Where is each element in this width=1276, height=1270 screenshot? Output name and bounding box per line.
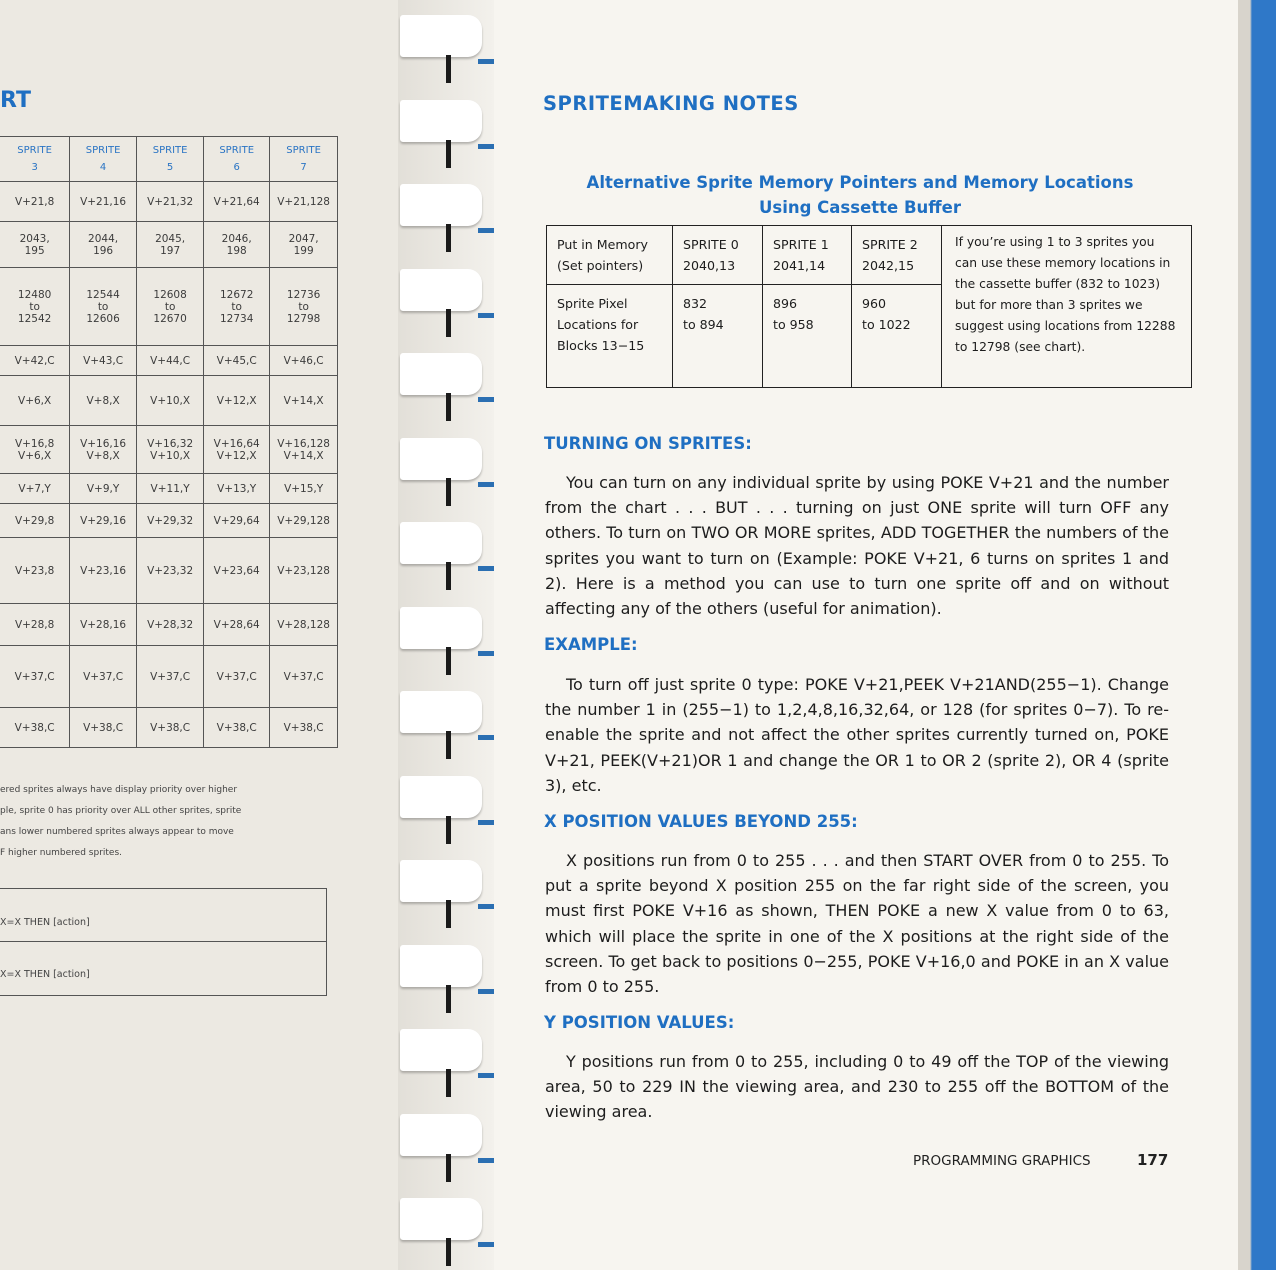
binding-coil <box>400 100 482 142</box>
binding-coil <box>400 438 482 480</box>
cell-line: SPRITE 1 <box>773 237 829 252</box>
chart-cell: V+23,8 <box>0 538 70 604</box>
chart-row <box>0 708 338 748</box>
section-body-example <box>545 672 1169 798</box>
chart-cell: 12736 to 12798 <box>270 268 338 346</box>
chart-row <box>0 474 338 504</box>
section-heading-example: EXAMPLE: <box>544 635 638 654</box>
chart-header-cell: SPRITE 7 <box>270 137 338 182</box>
chart-cell: V+9,Y <box>70 474 137 504</box>
cell-line: 2040,13 <box>683 258 736 273</box>
coil-tip <box>478 482 494 487</box>
cell-line: SPRITE 2 <box>862 237 918 252</box>
coil-bar <box>446 900 451 928</box>
left-page <box>0 0 398 1270</box>
cell-line: to 958 <box>773 317 814 332</box>
coil-tip <box>478 1158 494 1163</box>
chart-cell: V+21,32 <box>137 182 204 222</box>
chart-cell: V+28,8 <box>0 604 70 646</box>
chart-cell: V+29,128 <box>270 504 338 538</box>
coil-tip <box>478 735 494 740</box>
chart-cell: V+10,X <box>137 376 204 426</box>
coil-bar <box>446 224 451 252</box>
note-line: ple, sprite 0 has priority over ALL other sprites, sprite <box>0 806 242 816</box>
chart-cell: V+7,Y <box>0 474 70 504</box>
cell-line: Sprite Pixel <box>557 296 628 311</box>
chart-row <box>0 346 338 376</box>
chart-cell: V+46,C <box>270 346 338 376</box>
coil-bar <box>446 393 451 421</box>
cell-line: 2042,15 <box>862 258 915 273</box>
chart-cell: V+11,Y <box>137 474 204 504</box>
chart-cell: 12608 to 12670 <box>137 268 204 346</box>
coil-bar <box>446 309 451 337</box>
cell-line: 960 <box>862 296 887 311</box>
table-row <box>547 226 1192 285</box>
chart-cell: V+29,64 <box>204 504 270 538</box>
chart-cell: 12544 to 12606 <box>70 268 137 346</box>
chart-cell: V+21,128 <box>270 182 338 222</box>
cell-line: SPRITE 0 <box>683 237 739 252</box>
section-body-x-position <box>545 848 1169 999</box>
chart-cell: V+14,X <box>270 376 338 426</box>
table-note: If you’re using 1 to 3 sprites you can use these memory locations in the cassette buffer (832 to 1023) but for more than 3 sprites we suggest using locations from 12288 to 12798 (see chart). <box>942 226 1192 388</box>
chart-header-cell: SPRITE 4 <box>70 137 137 182</box>
section-heading-turning-on: TURNING ON SPRITES: <box>544 434 752 453</box>
collision-command-box <box>0 888 327 996</box>
coil-tip <box>478 904 494 909</box>
paragraph: You can turn on any individual sprite by using POKE V+21 and the number from the chart . . . BUT . . . turning on just ONE sprite will turn OFF any others. To turn on TWO OR MORE sprites, ADD TOGETHER the numbers of the sprites you want to turn on (Example: POKE V+21, 6 turns on sprites 1 and 2). Here is a method you can use to turn one sprite off and on without affecting any of the others (useful for animation). <box>545 473 1169 619</box>
chart-row <box>0 504 338 538</box>
chart-cell: V+23,128 <box>270 538 338 604</box>
chart-cell: V+16,32 V+10,X <box>137 426 204 474</box>
chart-cell: V+16,16 V+8,X <box>70 426 137 474</box>
chart-cell: V+21,64 <box>204 182 270 222</box>
chart-cell: V+29,16 <box>70 504 137 538</box>
chart-cell: V+38,C <box>204 708 270 748</box>
chart-cell: V+23,32 <box>137 538 204 604</box>
chart-cell: V+28,128 <box>270 604 338 646</box>
row-label <box>547 285 673 388</box>
note-line: ered sprites always have display priority over higher <box>0 785 238 795</box>
chart-cell: V+12,X <box>204 376 270 426</box>
coil-bar <box>446 1154 451 1182</box>
chart-cell: V+37,C <box>204 646 270 708</box>
cell-line: Blocks 13−15 <box>557 338 645 353</box>
cell-line: to 1022 <box>862 317 911 332</box>
section-body-turning-on <box>545 470 1169 621</box>
coil-tip <box>478 989 494 994</box>
command-text: X=X THEN [action] <box>0 969 90 980</box>
chart-cell: V+16,64 V+12,X <box>204 426 270 474</box>
chart-cell: V+15,Y <box>270 474 338 504</box>
coil-tip <box>478 59 494 64</box>
coil-bar <box>446 1238 451 1266</box>
chart-cell: V+21,8 <box>0 182 70 222</box>
chart-cell: V+29,8 <box>0 504 70 538</box>
page-edge <box>1238 0 1276 1270</box>
chart-cell: V+38,C <box>70 708 137 748</box>
page-title: SPRITEMAKING NOTES <box>543 92 799 115</box>
row-label <box>547 226 673 285</box>
chart-row <box>0 376 338 426</box>
coil-tip <box>478 820 494 825</box>
chart-row <box>0 268 338 346</box>
spiral-binding <box>398 0 494 1270</box>
coil-tip <box>478 1242 494 1247</box>
coil-bar <box>446 478 451 506</box>
cell-line: to 894 <box>683 317 724 332</box>
chart-cell: V+8,X <box>70 376 137 426</box>
binding-coil <box>400 353 482 395</box>
table-title-line: Alternative Sprite Memory Pointers and Memory Locations <box>586 173 1134 192</box>
chart-cell: V+44,C <box>137 346 204 376</box>
binding-coil <box>400 945 482 987</box>
chart-cell: V+6,X <box>0 376 70 426</box>
note-line: F higher numbered sprites. <box>0 848 123 858</box>
chart-cell: V+38,C <box>270 708 338 748</box>
binding-coil <box>400 269 482 311</box>
chart-row <box>0 604 338 646</box>
chart-row <box>0 426 338 474</box>
table-title <box>548 170 1172 220</box>
right-page <box>494 0 1238 1270</box>
chart-cell: V+16,128 V+14,X <box>270 426 338 474</box>
table-cell <box>673 226 763 285</box>
section-heading-y-position: Y POSITION VALUES: <box>544 1013 735 1032</box>
coil-tip <box>478 313 494 318</box>
chart-cell: 2043, 195 <box>0 222 70 268</box>
coil-tip <box>478 144 494 149</box>
coil-bar <box>446 1069 451 1097</box>
chart-cell: V+28,16 <box>70 604 137 646</box>
chart-cell: 2046, 198 <box>204 222 270 268</box>
chart-cell: V+43,C <box>70 346 137 376</box>
coil-tip <box>478 651 494 656</box>
binding-coil <box>400 1029 482 1071</box>
binding-coil <box>400 691 482 733</box>
coil-bar <box>446 140 451 168</box>
chart-cell: 12672 to 12734 <box>204 268 270 346</box>
coil-bar <box>446 816 451 844</box>
binding-coil <box>400 607 482 649</box>
section-heading-x-position: X POSITION VALUES BEYOND 255: <box>544 812 858 831</box>
coil-bar <box>446 562 451 590</box>
table-cell <box>673 285 763 388</box>
binding-coil <box>400 1114 482 1156</box>
cassette-buffer-table <box>546 225 1192 388</box>
binding-coil <box>400 522 482 564</box>
table-cell <box>852 226 942 285</box>
cell-line: Put in Memory <box>557 237 648 252</box>
command-text: X=X THEN [action] <box>0 917 90 928</box>
chart-cell: V+45,C <box>204 346 270 376</box>
cell-line: (Set pointers) <box>557 258 644 273</box>
running-footer: PROGRAMMING GRAPHICS <box>913 1153 1091 1169</box>
cell-line: 832 <box>683 296 708 311</box>
coil-tip <box>478 228 494 233</box>
section-body-y-position <box>545 1049 1169 1125</box>
binding-coil <box>400 184 482 226</box>
chart-cell: V+28,64 <box>204 604 270 646</box>
chart-row <box>0 222 338 268</box>
chart-cell: V+38,C <box>0 708 70 748</box>
chart-row <box>0 646 338 708</box>
coil-bar <box>446 55 451 83</box>
coil-bar <box>446 647 451 675</box>
cell-line: Locations for <box>557 317 639 332</box>
note-line: ans lower numbered sprites always appear to move <box>0 827 234 837</box>
chart-cell: V+16,8 V+6,X <box>0 426 70 474</box>
chart-row <box>0 538 338 604</box>
cell-line: 2041,14 <box>773 258 826 273</box>
chart-header-cell: SPRITE 6 <box>204 137 270 182</box>
binding-coil <box>400 1198 482 1240</box>
coil-tip <box>478 566 494 571</box>
cell-line: 896 <box>773 296 798 311</box>
chart-cell: V+38,C <box>137 708 204 748</box>
chart-cell: V+13,Y <box>204 474 270 504</box>
table-title-line: Using Cassette Buffer <box>759 198 961 217</box>
chart-header-row <box>0 137 338 182</box>
chart-row <box>0 182 338 222</box>
paragraph: Y positions run from 0 to 255, including 0 to 49 off the TOP of the viewing area, 50 to 229 IN the viewing area, and 230 to 255 off the BOTTOM of the viewing area. <box>545 1052 1169 1122</box>
chart-cell: V+28,32 <box>137 604 204 646</box>
coil-bar <box>446 985 451 1013</box>
chart-header-cell: SPRITE 3 <box>0 137 70 182</box>
chart-cell: V+21,16 <box>70 182 137 222</box>
binding-coil <box>400 860 482 902</box>
coil-bar <box>446 731 451 759</box>
chart-cell: V+37,C <box>137 646 204 708</box>
sprite-register-chart <box>0 136 338 748</box>
chart-cell: V+37,C <box>70 646 137 708</box>
chart-cell: V+37,C <box>270 646 338 708</box>
chart-header-cell: SPRITE 5 <box>137 137 204 182</box>
chart-cell: V+23,64 <box>204 538 270 604</box>
table-cell <box>852 285 942 388</box>
chart-cell: 2045, 197 <box>137 222 204 268</box>
coil-tip <box>478 1073 494 1078</box>
chart-cell: 2044, 196 <box>70 222 137 268</box>
table-cell <box>763 285 852 388</box>
table-cell <box>763 226 852 285</box>
page-number: 177 <box>1137 1151 1169 1169</box>
chart-cell: V+37,C <box>0 646 70 708</box>
coil-tip <box>478 397 494 402</box>
chart-cell: V+42,C <box>0 346 70 376</box>
left-page-title-fragment: RT <box>0 88 31 113</box>
priority-note <box>0 780 325 864</box>
chart-cell: V+29,32 <box>137 504 204 538</box>
binding-coil <box>400 776 482 818</box>
binding-coil <box>400 15 482 57</box>
chart-cell: 2047, 199 <box>270 222 338 268</box>
chart-cell: 12480 to 12542 <box>0 268 70 346</box>
divider <box>0 941 326 942</box>
chart-cell: V+23,16 <box>70 538 137 604</box>
paragraph: To turn off just sprite 0 type: POKE V+21,PEEK V+21AND(255−1). Change the number 1 in (255−1) to 1,2,4,8,16,32,64, or 128 (for sprites 0−7). To re-enable the sprite and not affect the other sprites currently turned on, POKE V+21, PEEK(V+21)OR 1 and change the OR 1 to OR 2 (sprite 2), OR 4 (sprite 3), etc. <box>545 675 1169 795</box>
paragraph: X positions run from 0 to 255 . . . and then START OVER from 0 to 255. To put a sprite beyond X position 255 on the far right side of the screen, you must first POKE V+16 as shown, THEN POKE a new X value from 0 to 63, which will place the sprite in one of the X positions at the right side of the screen. To get back to positions 0−255, POKE V+16,0 and POKE in an X value from 0 to 255. <box>545 851 1169 997</box>
